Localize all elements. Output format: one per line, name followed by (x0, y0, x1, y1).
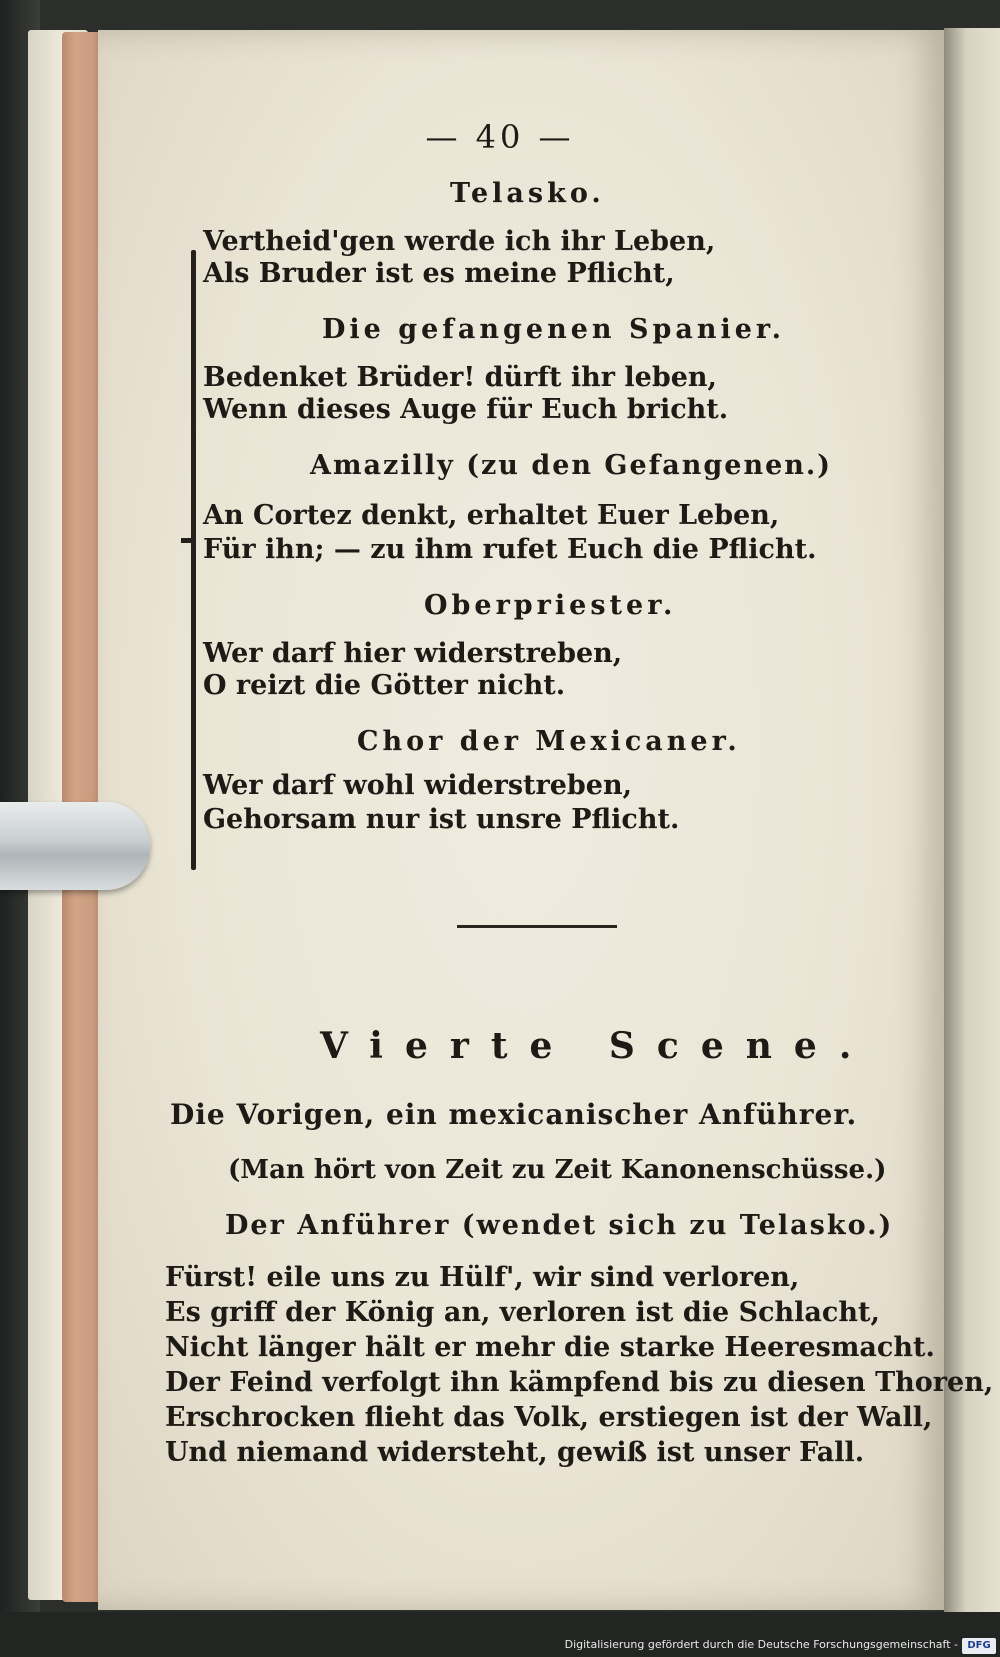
verse-line: Für ihn; — zu ihm rufet Euch die Pflicht. (203, 534, 817, 565)
verse-line: An Cortez denkt, erhaltet Euer Leben, (203, 500, 780, 531)
stage-direction: (Man hört von Zeit zu Zeit Kanonenschüsse.) (228, 1155, 887, 1185)
dfg-logo: DFG (962, 1638, 996, 1654)
verse-line: Nicht länger hält er mehr die starke Heeresmacht. (165, 1332, 935, 1363)
brace-line (191, 250, 196, 870)
verse-line: Wenn dieses Auge für Euch bricht. (203, 394, 729, 425)
verse-line: Bedenket Brüder! dürft ihr leben, (203, 362, 717, 393)
verse-line: Wer darf wohl widerstreben, (203, 770, 633, 801)
verse-line: Vertheid'gen werde ich ihr Leben, (203, 226, 716, 257)
verse-line: Und niemand widersteht, gewiß ist unser Fall. (165, 1437, 865, 1468)
speaker-telasko: Telasko. (450, 178, 605, 209)
verse-line: Wer darf hier widerstreben, (203, 638, 623, 669)
verse-line: Fürst! eile uns zu Hülf', wir sind verloren, (165, 1262, 800, 1293)
page-number: — 40 — (425, 118, 575, 156)
brace-tip (181, 538, 193, 543)
speaker-oberpriester: Oberpriester. (424, 590, 677, 621)
digitization-credit: Digitalisierung gefördert durch die Deutsche Forschungsgemeinschaft - (564, 1638, 958, 1651)
section-divider (457, 925, 617, 928)
scene-characters: Die Vorigen, ein mexicanischer Anführer. (170, 1098, 858, 1131)
speaker-chor: Chor der Mexicaner. (357, 726, 741, 757)
verse-line: Der Feind verfolgt ihn kämpfend bis zu diesen Thoren, (165, 1367, 994, 1398)
scene-heading: Vierte Scene. (320, 1025, 874, 1067)
verse-line: Gehorsam nur ist unsre Pflicht. (203, 804, 680, 835)
verse-line: O reizt die Götter nicht. (203, 670, 566, 701)
speaker-spanier: Die gefangenen Spanier. (322, 314, 786, 345)
page-clip (0, 802, 150, 890)
verse-line: Als Bruder ist es meine Pflicht, (203, 258, 675, 289)
verse-line: Es griff der König an, verloren ist die Schlacht, (165, 1297, 880, 1328)
speaker-anfuehrer: Der Anführer (wendet sich zu Telasko.) (225, 1210, 894, 1241)
speaker-amazilly: Amazilly (zu den Gefangenen.) (310, 450, 833, 481)
verse-line: Erschrocken flieht das Volk, erstiegen ist der Wall, (165, 1402, 933, 1433)
